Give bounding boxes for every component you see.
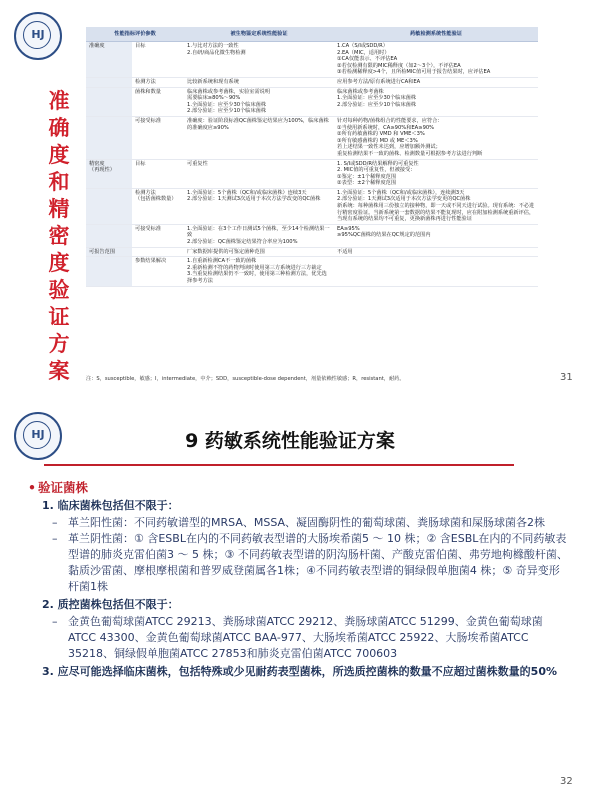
table-row <box>86 77 538 87</box>
table-cell-bio: 1.与比对方法的一致性 2.自研/商品化微生物检测 <box>184 42 334 78</box>
title-divider <box>44 464 514 466</box>
list-item <box>28 531 568 595</box>
table-cell-category <box>86 188 132 224</box>
title-char: 精 <box>48 197 70 221</box>
dash-icon: – <box>52 532 58 545</box>
table-cell-bio: 可重复性 <box>184 159 334 188</box>
page-number: 32 <box>560 776 573 787</box>
university-logo: HJ <box>14 12 62 60</box>
table-cell-bio: 1.自重新检测CA不一致的菌株 2.重新检测不符的药物判读时使用第三方系统进行三方裁定 3.当重复检测结果仍不一致时，使用第三种检测方法，优先选择参考方法 <box>184 257 334 286</box>
slide-content <box>28 480 568 681</box>
table-cell-category <box>86 224 132 247</box>
table-cell-bio: 1.全面验证：5个菌株（QC和/或临床菌株）连续3天 2.部分验证：1天测试3次适用于本次方法学改变的QC菌株 <box>184 188 334 224</box>
table-cell-bio: 临床菌株或参考菌株，实验室需说明 需要临床≥80%～90% 1.全面验证：应至少30个临床菌株 2.部分验证：应至少10个临床菌株 <box>184 87 334 116</box>
table-row <box>86 257 538 286</box>
university-logo: HJ <box>14 412 62 460</box>
table-cell-param: 检测方法 （包括菌株数量） <box>132 188 184 224</box>
table-row <box>86 224 538 247</box>
table-cell-category <box>86 77 132 87</box>
list-item <box>28 614 568 662</box>
title-char: 和 <box>48 170 70 194</box>
title-char: 验 <box>48 278 70 302</box>
validation-table <box>86 27 538 287</box>
table-row <box>86 42 538 78</box>
table-footnote: 注：S，susceptible，敏感；I，intermediate，中介；SDD，susceptible-dose dependent，剂量依赖性敏感；R，resistant，耐药。 <box>86 376 405 382</box>
subheading-selection: 3. 应尽可能选择临床菌株，包括特殊或少见耐药表型菌株，所选质控菌株的数量不应超过菌株数量的50% <box>42 665 557 678</box>
table-cell-ast: 1. S/I或SDD/R结果解释的可重复性 2. MIC值的可重复性，但被接受： ①鉴定：±1个稀释度范围 ②表型：±2个稀释度范围 <box>334 159 538 188</box>
table-header-row <box>86 27 538 42</box>
list-item-text: 金黄色葡萄球菌ATCC 29213、粪肠球菌ATCC 29212、粪肠球菌ATCC 51299、金黄色葡萄球菌ATCC 43300、金黄色葡萄球菌ATCC BAA-977、大肠埃希菌ATCC 25922、大肠埃希菌ATCC 35218、铜绿假单胞菌ATCC 27853和肺炎克雷伯菌ATCC 700603 <box>68 615 543 660</box>
title-char: 准 <box>48 89 70 113</box>
table-cell-param <box>132 247 184 257</box>
page-number: 31 <box>560 372 573 383</box>
slide-title: 9 药敏系统性能验证方案 <box>185 430 395 452</box>
table-cell-ast <box>334 257 538 286</box>
table-cell-ast: 1.全面验证：5个菌株（QC和/或临床菌株），连续测3天 2.部分验证：1天测试3次适用于本次方法学变更的QC菌株 新系统：每种菌株用三份独立的接种物，即一天或不同天进行试验。现有系统：不必进行精密度验证。当新系统第一套数据的结果不能复现时，应在附加检测系统重新评估，当现有系统的结果均不可重复，更换新菌株再进行性能验证 <box>334 188 538 224</box>
table-cell-param: 目标 <box>132 42 184 78</box>
list-item <box>28 515 568 531</box>
title-char: 确 <box>48 116 70 140</box>
table-cell-bio: 厂家数据库提供的可鉴定菌种范围 <box>184 247 334 257</box>
table-cell-ast: 临床菌株或参考菌株 1.全面验证：应至少30个临床菌株 2.部分验证：应至少10个临床菌株 <box>334 87 538 116</box>
subheading-qc: 2. 质控菌株包括但不限于： <box>42 598 179 611</box>
table-cell-ast: 1.CA（S/I或SDD/R） 2.EA（MIC，适用时） ①CA仅能表示、不评估EA ②若仅检测有限的MIC稀释度（如2～3个），不评估EA ③若检测稀释度>4个，且所检MIC值可用于报告结果时，应评估EA <box>334 42 538 78</box>
section-heading: • 验证菌株 <box>28 480 89 495</box>
list-item-text: 革兰阴性菌：① 含ESBL在内的不同药敏表型谱的大肠埃希菌5 ～ 10 株；② 含ESBL在内的不同药敏表型谱的肺炎克雷伯菌3 ～ 5 株；③ 不同药敏表型谱的阴沟肠杆菌、产酸克雷伯菌、弗劳地枸橼酸杆菌、黏质沙雷菌、摩根摩根菌和普罗威登菌属各1株；④不同药敏表型谱的铜绿假单胞菌4 株；⑤ 奇异变形杆菌1株 <box>68 532 568 593</box>
qc-strain-list <box>28 614 568 662</box>
title-char: 度 <box>48 143 70 167</box>
table-cell-ast: EA≥95% ≥95%QC菌株的结果在QC规定的范围内 <box>334 224 538 247</box>
table-cell-ast: 不适用 <box>334 247 538 257</box>
table-row <box>86 188 538 224</box>
table-cell-category: 精密度 （再现性） <box>86 159 132 188</box>
slide-32 <box>0 400 597 800</box>
table-row <box>86 159 538 188</box>
table-cell-ast: 针对每种药物/菌株组合的性能要求，应符合： ①当使用新系统时，CA≥90%和EA≥90% ②所有药敏菌株的 VMD 和 VME＜3% ③所有敏感菌株的 MD 或 ME＜3% 若上述结果一致性未达到，应增加额外测试； 重复检测结果不一致的菌株、检测数量可根据参考方法进行判断 <box>334 116 538 159</box>
vertical-title <box>44 88 74 385</box>
table-cell-category: 可报告范围 <box>86 247 132 257</box>
dash-icon: – <box>52 615 58 628</box>
table-cell-category <box>86 87 132 116</box>
title-char: 度 <box>48 251 70 275</box>
title-char: 方 <box>48 332 70 356</box>
table-cell-category: 准确度 <box>86 42 132 78</box>
table-cell-ast: 应用参考方法/原有系统进行CA和EA <box>334 77 538 87</box>
table-cell-bio: 比较新系统和现有系统 <box>184 77 334 87</box>
table-row <box>86 247 538 257</box>
bullet-icon: • <box>28 480 36 495</box>
table-row <box>86 116 538 159</box>
title-char: 密 <box>48 224 70 248</box>
header-bio: 被生物鉴定系统性能验证 <box>184 27 334 42</box>
table-cell-param: 参数结果解决 <box>132 257 184 286</box>
table-cell-category <box>86 116 132 159</box>
table-cell-bio: 准确度：验证阶段标准QC菌株鉴定结果应为100%，临床菌株的准确度应≥90% <box>184 116 334 159</box>
subheading-clinical: 1. 临床菌株包括但不限于： <box>42 499 179 512</box>
header-param: 性能指标评价参数 <box>86 27 184 42</box>
table-cell-category <box>86 257 132 286</box>
table-cell-param: 可接受标准 <box>132 224 184 247</box>
table-cell-param: 菌株和数量 <box>132 87 184 116</box>
slide-31 <box>0 0 597 395</box>
title-char: 证 <box>48 305 70 329</box>
table-cell-param: 检测方法 <box>132 77 184 87</box>
clinical-strain-list <box>28 515 568 595</box>
table-cell-param: 可接受标准 <box>132 116 184 159</box>
title-char: 案 <box>48 359 70 383</box>
header-ast: 药敏检测系统性能验证 <box>334 27 538 42</box>
table-cell-bio: 1.全面验证：在3个工作日测试5个菌株，至少14个检测结果一致 2.部分验证：QC菌株鉴定结果符合率应为100% <box>184 224 334 247</box>
list-item-text: 革兰阳性菌：不同药敏谱型的MRSA、MSSA、凝固酶阴性的葡萄球菌、粪肠球菌和屎肠球菌各2株 <box>68 516 546 529</box>
table-row <box>86 87 538 116</box>
dash-icon: – <box>52 516 58 529</box>
table-cell-param: 目标 <box>132 159 184 188</box>
